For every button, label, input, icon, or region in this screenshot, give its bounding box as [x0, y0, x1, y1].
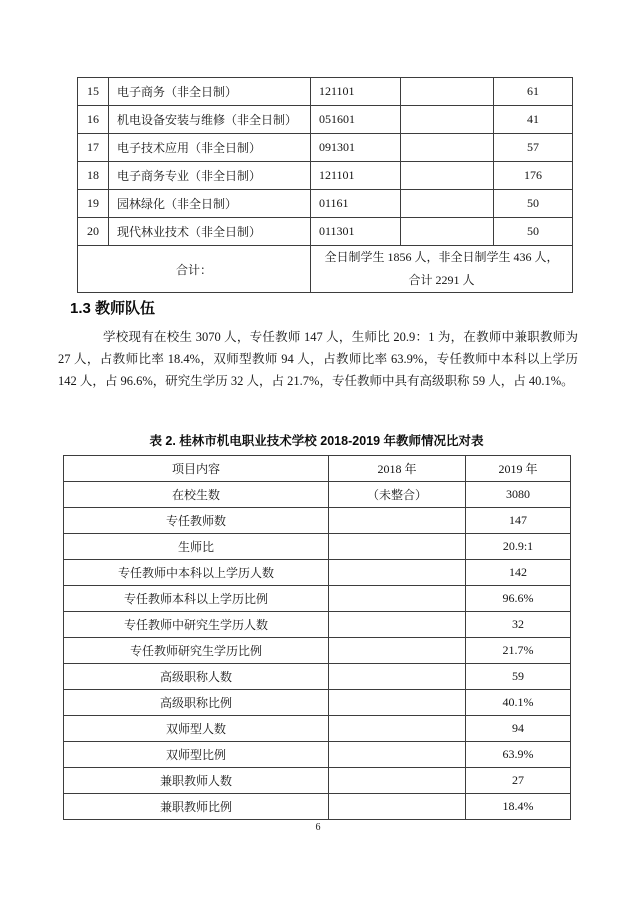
- value-2018: [329, 586, 466, 612]
- table-row: [78, 190, 573, 218]
- item-label: 在校生数: [64, 482, 329, 508]
- value-2018: [329, 716, 466, 742]
- program-name: 电子技术应用（非全日制）: [109, 134, 311, 162]
- program-row-number: 20: [78, 218, 109, 246]
- table-row: [64, 664, 571, 690]
- program-count: 57: [494, 134, 573, 162]
- total-label: 合计：: [78, 246, 311, 293]
- value-2019: 142: [466, 560, 571, 586]
- value-2018: [329, 742, 466, 768]
- program-blank-cell: [401, 78, 494, 106]
- program-code: 091301: [311, 134, 401, 162]
- table-row: [64, 482, 571, 508]
- program-name: 园林绿化（非全日制）: [109, 190, 311, 218]
- table2-caption: 表 2. 桂林市机电职业技术学校 2018-2019 年教师情况比对表: [149, 434, 484, 448]
- value-2019: 94: [466, 716, 571, 742]
- program-blank-cell: [401, 106, 494, 134]
- item-label: 专任教师中本科以上学历人数: [64, 560, 329, 586]
- column-header: 2018 年: [329, 456, 466, 482]
- value-2019: 147: [466, 508, 571, 534]
- table-row: [64, 612, 571, 638]
- value-2018: [329, 508, 466, 534]
- value-2019: 20.9:1: [466, 534, 571, 560]
- table-row: [78, 106, 573, 134]
- table-row: [78, 218, 573, 246]
- value-2018: [329, 690, 466, 716]
- total-row: [78, 246, 573, 293]
- program-count: 50: [494, 190, 573, 218]
- table-row: [64, 560, 571, 586]
- table-row: [78, 162, 573, 190]
- program-count: 61: [494, 78, 573, 106]
- value-2019: 32: [466, 612, 571, 638]
- program-code: 121101: [311, 78, 401, 106]
- program-blank-cell: [401, 162, 494, 190]
- enrollment-table: [77, 77, 573, 293]
- value-2018: [329, 768, 466, 794]
- section-heading: 1.3 教师队伍: [70, 300, 156, 317]
- item-label: 高级职称人数: [64, 664, 329, 690]
- item-label: 高级职称比例: [64, 690, 329, 716]
- table-row: [64, 742, 571, 768]
- value-2019: 59: [466, 664, 571, 690]
- body-paragraph: 学校现有在校生 3070 人，专任教师 147 人，生师比 20.9：1 为，在教师中兼职教师为 27 人，占教师比率 18.4%，双师型教师 94 人，占教师比率 63.9%，专任教师中本科以上学历 142 人，占 96.6%，研究生学历 32 人，占 21.7%，专任教师中具有高级职称 59 人，占 40.1%。: [58, 330, 578, 388]
- program-row-number: 18: [78, 162, 109, 190]
- program-count: 41: [494, 106, 573, 134]
- table-row: [64, 768, 571, 794]
- program-blank-cell: [401, 134, 494, 162]
- value-2018: （未整合）: [329, 482, 466, 508]
- program-name: 现代林业技术（非全日制）: [109, 218, 311, 246]
- item-label: 双师型人数: [64, 716, 329, 742]
- item-label: 专任教师研究生学历比例: [64, 638, 329, 664]
- table-row: [78, 78, 573, 106]
- program-row-number: 15: [78, 78, 109, 106]
- program-row-number: 17: [78, 134, 109, 162]
- value-2018: [329, 794, 466, 820]
- table-row: [64, 534, 571, 560]
- program-code: 121101: [311, 162, 401, 190]
- table-row: [78, 134, 573, 162]
- program-blank-cell: [401, 218, 494, 246]
- program-blank-cell: [401, 190, 494, 218]
- value-2019: 27: [466, 768, 571, 794]
- table-row: [64, 794, 571, 820]
- value-2019: 40.1%: [466, 690, 571, 716]
- table-row: [64, 586, 571, 612]
- program-row-number: 19: [78, 190, 109, 218]
- item-label: 生师比: [64, 534, 329, 560]
- column-header: 项目内容: [64, 456, 329, 482]
- teacher-comparison-table: [63, 455, 571, 820]
- value-2018: [329, 638, 466, 664]
- item-label: 专任教师数: [64, 508, 329, 534]
- program-row-number: 16: [78, 106, 109, 134]
- program-code: 01161: [311, 190, 401, 218]
- value-2019: 3080: [466, 482, 571, 508]
- total-value: [311, 246, 573, 293]
- item-label: 专任教师中研究生学历人数: [64, 612, 329, 638]
- program-code: 051601: [311, 106, 401, 134]
- table-row: [64, 690, 571, 716]
- table-row: [64, 508, 571, 534]
- value-2018: [329, 612, 466, 638]
- item-label: 兼职教师人数: [64, 768, 329, 794]
- value-2019: 21.7%: [466, 638, 571, 664]
- table-row: [64, 638, 571, 664]
- value-2018: [329, 560, 466, 586]
- program-name: 电子商务专业（非全日制）: [109, 162, 311, 190]
- table-row: [64, 716, 571, 742]
- value-2019: 63.9%: [466, 742, 571, 768]
- column-header: 2019 年: [466, 456, 571, 482]
- program-count: 176: [494, 162, 573, 190]
- program-name: 电子商务（非全日制）: [109, 78, 311, 106]
- header-row: [64, 456, 571, 482]
- item-label: 兼职教师比例: [64, 794, 329, 820]
- item-label: 专任教师本科以上学历比例: [64, 586, 329, 612]
- program-name: 机电设备安装与维修（非全日制）: [109, 106, 311, 134]
- total-value-line1: 全日制学生 1856 人，非全日制学生 436 人，: [324, 250, 559, 264]
- value-2019: 96.6%: [466, 586, 571, 612]
- program-count: 50: [494, 218, 573, 246]
- program-code: 011301: [311, 218, 401, 246]
- item-label: 双师型比例: [64, 742, 329, 768]
- page-number: 6: [315, 822, 321, 833]
- value-2018: [329, 664, 466, 690]
- total-value-line2: 合计 2291 人: [408, 273, 475, 287]
- value-2018: [329, 534, 466, 560]
- value-2019: 18.4%: [466, 794, 571, 820]
